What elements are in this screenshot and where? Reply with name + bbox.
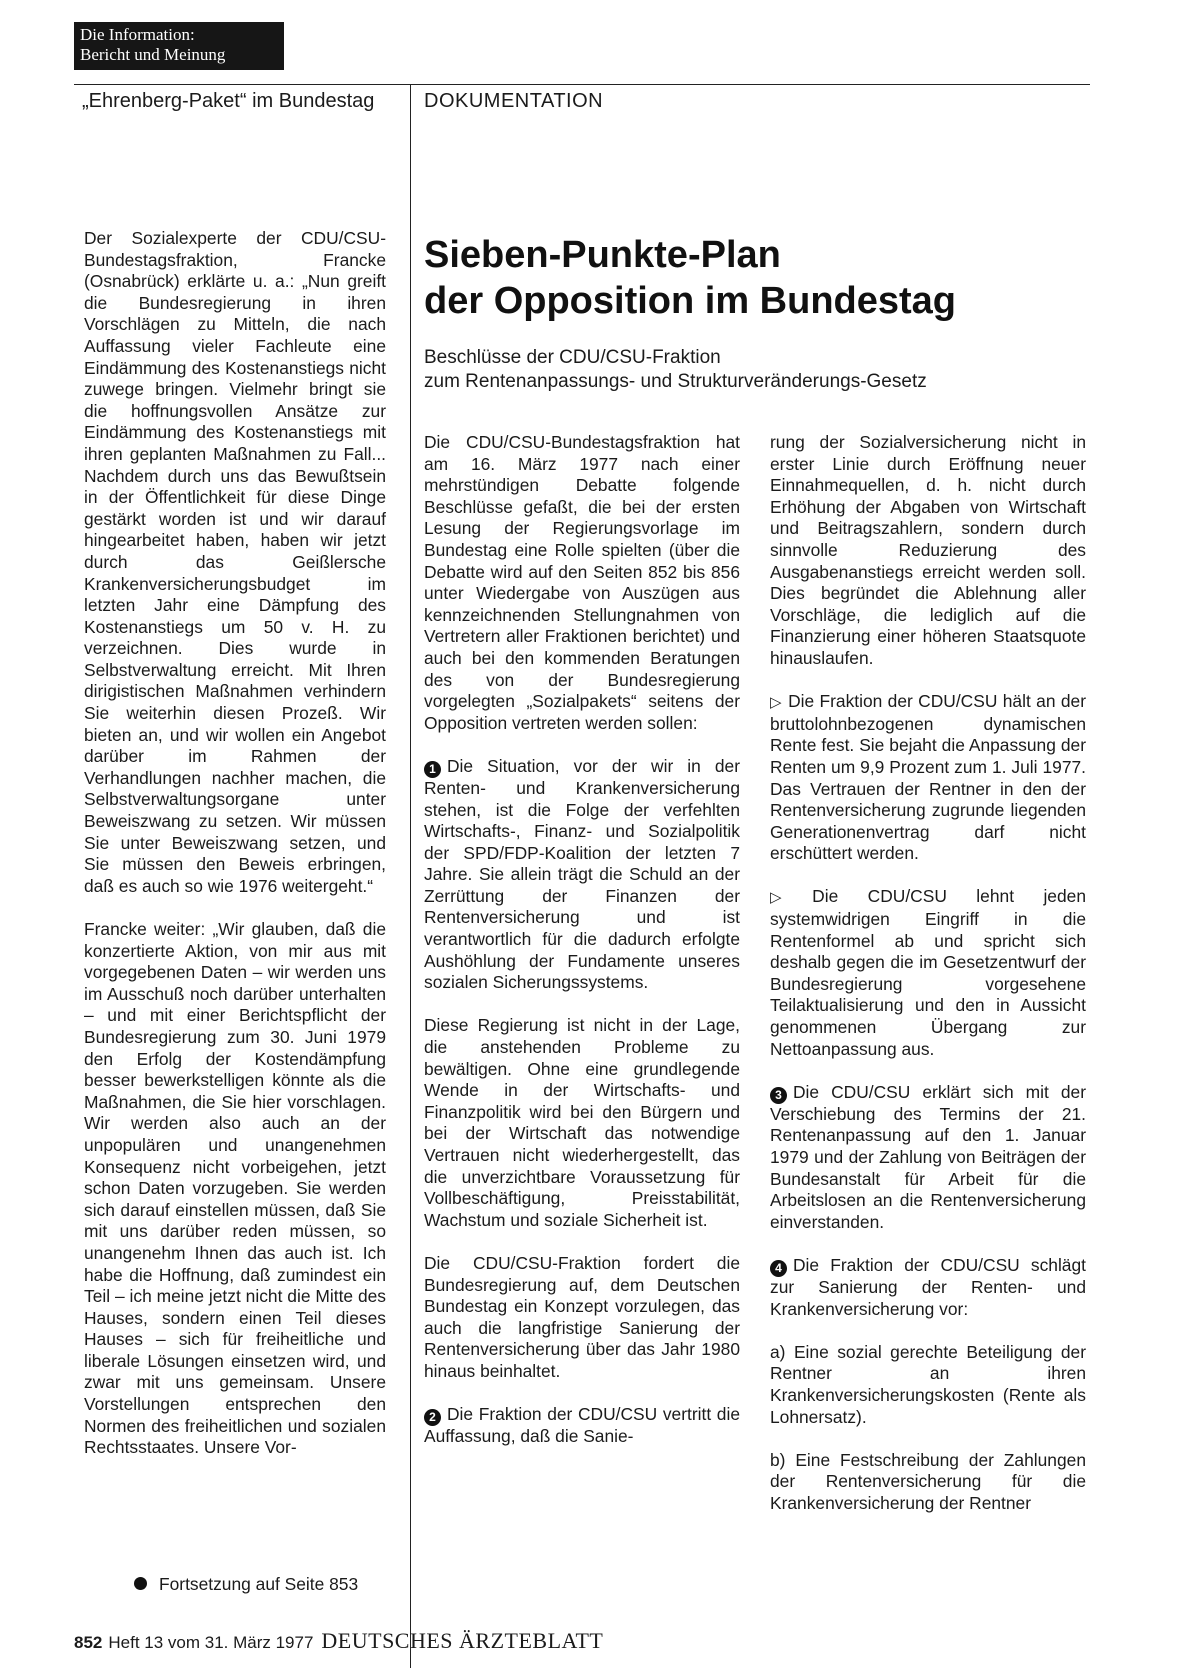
point-4 — [770, 1255, 1086, 1320]
continuation-note — [134, 1574, 358, 1595]
headline-line-1: Sieben-Punkte-Plan — [424, 234, 781, 276]
bullet-item-2-text: Die CDU/CSU lehnt jeden systemwidrigen Eingriff in die Rentenformel ab und spricht sich deshalb gegen die im Gesetzentwurf der Bundesregierung vorgesehene Teilaktualisierung und den in Aussicht genommenen Übergang zur Nettoanpassung aus. — [770, 886, 1086, 1059]
column-divider — [410, 84, 411, 1668]
headline-line-2: der Opposition im Bundestag — [424, 280, 957, 322]
page-footer — [74, 1628, 603, 1654]
issue-info: Heft 13 vom 31. März 1977 — [108, 1633, 314, 1652]
point-2 — [424, 1404, 740, 1448]
top-rule — [74, 84, 1090, 85]
section-title-left: „Ehrenberg-Paket“ im Bundestag — [82, 90, 375, 112]
number-3-icon: 3 — [770, 1087, 787, 1104]
right-column — [770, 432, 1086, 1536]
left-paragraph-2: Francke weiter: „Wir glauben, daß die konzertierte Aktion, von mir aus mit vorgegebenen Daten – wir werden uns im Ausschuß noch darüber unterhalten – und mit einer Berichtspflicht der Bundesregierung zum 30. Juni 1979 den Erfolg der Kostendämpfung besser bewerkstelligen könnte als die Maßnahmen, die Sie hier vorschlagen. Wir werden also auch an der unpopulären und unangenehmen Konsequenz nicht vorbeigehen, jetzt schon Daten vorzugeben. Sie werden sich darauf einstellen müssen, daß Sie mit uns darüber reden müssen, so unangenehm Ihnen das auch ist. Ich habe die Hoffnung, daß zumindest ein Teil – ich meine jetzt nicht die Mitte des Hauses, sondern einen Teil dieses Hauses – sich für freiheitliche und liberale Lösungen einsetzen wird, und zwar mit uns gemeinsam. Unsere Vorstellungen entsprechen den Normen des freiheitlichen und sozialen Rechtsstaates. Unsere Vor- — [84, 919, 386, 1458]
left-paragraph-1: Der Sozialexperte der CDU/CSU-Bundestagsfraktion, Francke (Osnabrück) erklärte u. a.: „Nun greift die Bundesregierung in ihren Vorschlägen zu Mitteln, die nach Auffassung vieler Fachleute eine Eindämmung des Kostenanstiegs nicht zuwege bringen. Vielmehr bringt sie die hoffnungsvollen Ansätze zur Eindämmung des Kostenanstiegs mit ihren geplanten Maßnahmen zu Fall... Nachdem durch uns das Bewußtsein in der Öffentlichkeit für diese Dinge gestärkt worden ist und wir darauf hingearbeitet haben, haben wir jetzt durch das Geißlersche Krankenversicherungsbudget im letzten Jahr eine Dämpfung des Kostenanstiegs um 50 v. H. zu verzeichnen. Dies wurde in Selbstverwaltung erreicht. Mit Ihren dirigistischen Maßnahmen verhindern Sie weiterhin diesen Prozeß. Wir bieten an, und wir wollen ein Angebot darüber im Rahmen der Verhandlungen nachher machen, die Selbstverwaltungsorgane unter Beweiszwang zu setzen. Wir müssen Sie unter Beweiszwang setzen, und Sie müssen den Beweis erbringen, daß es auch so wie 1976 weitergeht.“ — [84, 228, 386, 896]
article-subheadline — [424, 346, 1124, 394]
bullet-item-1-text: Die Fraktion der CDU/CSU hält an der bruttolohnbezogenen dynamischen Rente fest. Sie bejaht die Anpassung der Renten um 9,9 Prozent zum 1. Juli 1977. Das Vertrauen der Rentner in den der Rentenversicherung zugrunde liegenden Generationenvertrag darf nicht erschüttert werden. — [770, 691, 1086, 864]
middle-paragraph-4: Die CDU/CSU-Fraktion fordert die Bundesregierung auf, dem Deutschen Bundestag ein Konzept vorzulegen, das auch die langfristige Sanierung der Rentenversicherung über das Jahr 1980 hinaus beinhaltet. — [424, 1252, 740, 1381]
triangle-bullet-icon: ▷ — [770, 694, 783, 712]
right-paragraph-a: a) Eine sozial gerechte Beteiligung der Rentner an ihren Krankenversicherungskosten (Rente als Lohnersatz). — [770, 1341, 1086, 1427]
point-3 — [770, 1082, 1086, 1234]
triangle-bullet-icon: ▷ — [770, 889, 807, 907]
right-paragraph-1: rung der Sozialversicherung nicht in erster Linie durch Eröffnung neuer Einnahmequellen, d. h. nicht durch Erhöhung der Abgaben von Wirtschaft und Beitragszahlern, sondern durch sinnvolle Reduzierung des Ausgabenanstiegs erreicht werden soll. Dies begründet die Ablehnung aller Vorschläge, die lediglich auf die Finanzierung einer höheren Staatsquote hinauslaufen. — [770, 432, 1086, 668]
rubric-line-2: Bericht und Meinung — [80, 45, 226, 64]
subheadline-line-1: Beschlüsse der CDU/CSU-Fraktion — [424, 347, 721, 368]
middle-paragraph-3: Diese Regierung ist nicht in der Lage, die anstehenden Probleme zu bewältigen. Ohne eine grundlegende Wende in der Wirtschafts- und Finanzpolitik wird bei den Bürgern und bei der Wirtschaft das notwendige Vertrauen nicht wiederhergestellt, das die unverzichtbare Voraussetzung für Vollbeschäftigung, Preisstabilität, Wachstum und soziale Sicherheit ist. — [424, 1015, 740, 1230]
point-4-text: Die Fraktion der CDU/CSU schlägt zur Sanierung der Renten- und Krankenversicherung vor: — [770, 1254, 1086, 1319]
subheadline-line-2: zum Rentenanpassungs- und Strukturveränderungs-Gesetz — [424, 371, 927, 392]
rubric-line-1: Die Information: — [80, 25, 195, 44]
point-1-text: Die Situation, vor der wir in der Renten- und Krankenversicherung stehen, ist die Folge der verfehlten Wirtschafts-, Finanz- und Sozialpolitik der SPD/FDP-Koalition der letzten 7 Jahre. Sie allein trägt die Schuld an der Zerrüttung der Finanzen der Rentenversicherung und ist verantwortlich für die dadurch erfolgte Aushöhlung der Fundamente unseres sozialen Sicherungssystems. — [424, 755, 740, 993]
bullet-item-1 — [770, 691, 1086, 865]
number-2-icon: 2 — [424, 1409, 441, 1426]
bullet-dot-icon — [134, 1577, 147, 1590]
point-1 — [424, 756, 740, 994]
section-title-right: DOKUMENTATION — [424, 90, 604, 112]
number-1-icon: 1 — [424, 761, 441, 778]
bullet-item-2 — [770, 886, 1086, 1060]
journal-name: DEUTSCHES ÄRZTEBLATT — [321, 1628, 604, 1653]
middle-paragraph-1: Die CDU/CSU-Bundestagsfraktion hat am 16. März 1977 nach einer mehrstündigen Debatte folgende Beschlüsse gefaßt, die bei der ersten Lesung der Regierungsvorlage im Bundestag eine Rolle spielten (über die Debatte wird auf den Seiten 852 bis 856 unter Wiedergabe von Auszügen aus kennzeichnenden Stellungnahmen von Vertretern aller Fraktionen berichtet) und auch bei den kommenden Beratungen des von der Bundesregierung vorgelegten „Sozialpakets“ seitens der Opposition vertreten werden sollen: — [424, 432, 740, 733]
left-column — [84, 228, 386, 1480]
number-4-icon: 4 — [770, 1260, 787, 1277]
continuation-text: Fortsetzung auf Seite 853 — [159, 1574, 359, 1594]
rubric-badge — [74, 22, 284, 70]
page-number: 852 — [74, 1633, 103, 1652]
middle-column — [424, 432, 740, 1469]
right-paragraph-b: b) Eine Festschreibung der Zahlungen der Rentenversicherung für die Krankenversicherung der Rentner — [770, 1449, 1086, 1513]
point-2-text: Die Fraktion der CDU/CSU vertritt die Auffassung, daß die Sanie- — [424, 1404, 740, 1447]
article-headline — [424, 232, 1114, 324]
point-3-text: Die CDU/CSU erklärt sich mit der Verschiebung des Termins der 21. Rentenanpassung auf den 1. Januar 1979 und der Zahlung von Beiträgen der Bundesanstalt für Arbeit für die Arbeitslosen an die Rentenversicherung einverstanden. — [770, 1081, 1086, 1232]
